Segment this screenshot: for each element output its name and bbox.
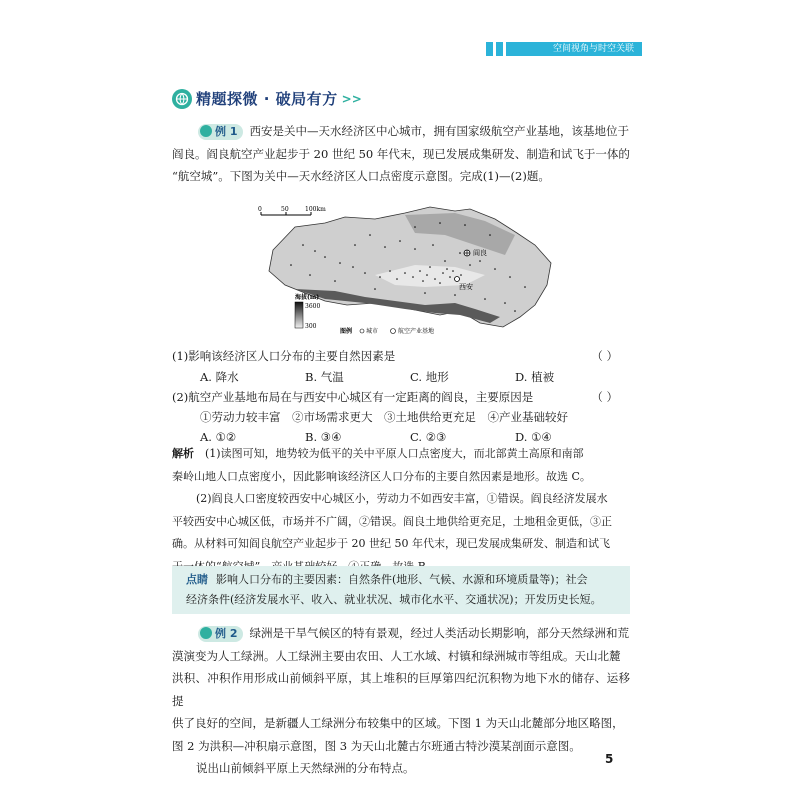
globe-icon xyxy=(172,89,192,109)
scale-label-100: 100km xyxy=(305,206,326,213)
elevation-max: 3600 xyxy=(305,303,321,310)
question-2-statements: ①劳动力较丰富 ②市场需求更大 ③土地供给更充足 ④产业基础较好 xyxy=(200,410,568,424)
example1-text: 例 1 西安是关中—天水经济区中心城市，拥有国家级航空产业基地，该基地位于 阎良。阎良航空产业起步于 20 世纪 50 年代末，现已发展成集研发、制造和试飞于一体的 “航空城”。下图为关中—天水经济区人口点密度示意图。完成(1)—(2)题。 xyxy=(172,124,630,183)
map-legend xyxy=(340,327,434,335)
answer-blank-2: （ ） xyxy=(591,390,618,404)
question-2: (2)航空产业基地布局在与西安中心城区有一定距离的阎良，主要原因是 （ ） xyxy=(172,390,618,404)
q2-option-c: C. ②③ xyxy=(410,430,447,444)
xian-city-marker xyxy=(455,277,460,282)
page-number: 5 xyxy=(605,752,614,766)
xian-label: 西安 xyxy=(459,283,473,291)
aviation-base-marker xyxy=(464,250,470,256)
population-density-map xyxy=(255,205,555,340)
legend-base: 航空产业基地 xyxy=(398,328,435,335)
q2-option-a: A. ①② xyxy=(200,430,237,444)
answer-blank-1: （ ） xyxy=(591,349,618,363)
q2-option-b: B. ③④ xyxy=(305,430,342,444)
key-point-label: 点睛 xyxy=(186,573,208,586)
example1-badge: 例 1 xyxy=(198,124,243,140)
question-1: (1)影响该经济区人口分布的主要自然因素是 （ ） xyxy=(172,349,618,363)
q1-option-d: D. 植被 xyxy=(515,370,555,384)
yanliang-label: 阎良 xyxy=(473,249,487,257)
legend-city: 城市 xyxy=(366,328,379,335)
q1-option-b: B. 气温 xyxy=(305,370,344,384)
elevation-gradient xyxy=(295,302,303,328)
double-chevron-icon: >> xyxy=(341,91,362,106)
legend-base-icon xyxy=(391,329,396,334)
key-point-box: 点睛 影响人口分布的主要因素：自然条件(地形、气候、水源和环境质量等)；社会 经济条件(经济发展水平、收入、就业状况、城市化水平、交通状况)；开发历史长短。 xyxy=(172,566,630,614)
q1-option-a: A. 降水 xyxy=(200,370,239,384)
legend-prefix: 图例 xyxy=(340,328,353,335)
q2-option-d: D. ①④ xyxy=(515,430,552,444)
example2-badge: 例 2 xyxy=(198,626,243,642)
legend-city-icon xyxy=(360,329,364,333)
example2-text: 例 2 绿洲是干旱气候区的特有景观，经过人类活动长期影响，部分天然绿洲和荒 漠演变为人工绿洲。人工绿洲主要由农田、人工水域、村镇和绿洲城市等组成。天山北麓 洪积、冲积作用形成山前倾斜平原，其上堆积的巨厚第四纪沉积物为地下水的储存、运移提 供了良好的空间，是新疆人工绿洲分布较集中的区域。下图 1 为天山北麓部分地区略图， 图 2 为洪积—冲积扇示意图，图 3 为天山北麓古尔班通古特沙漠某剖面示意图。 说出山前倾斜平原上天然绿洲的分布特点。 xyxy=(172,626,630,775)
q1-option-c: C. 地形 xyxy=(410,370,449,384)
scale-bar xyxy=(258,206,326,215)
running-header: 空间视角与时空关联 xyxy=(512,42,642,56)
analysis-section: 解析 (1)读图可知，地势较为低平的关中平原人口点密度大，而北部黄土高原和南部 秦岭山地人口点密度小，因此影响该经济区人口分布的主要自然因素是地形。故选 C。 (2)阎良人口密度较西安中心城区小，劳动力不如西安丰富，①错误。阎良经济发展水 平较西安中心城区低，市场并不广阔，②错误。阎良土地供给更充足，土地租金更低，③正 确。从材料可知阎良航空产业起步于 20 世纪 50 年代末，现已发展成集研发、制造和试飞 xyxy=(172,447,612,550)
scale-label-50: 50 xyxy=(281,206,289,213)
elevation-min: 300 xyxy=(305,323,317,330)
header-decor-bars xyxy=(486,42,513,56)
analysis-label: 解析 xyxy=(172,447,194,460)
question-1-options xyxy=(200,369,620,385)
section-title: 精题探微 · 破局有方 xyxy=(196,90,338,108)
section-heading xyxy=(172,88,362,109)
scale-label-0: 0 xyxy=(258,206,262,213)
elevation-title: 海拔(m) xyxy=(295,294,320,301)
